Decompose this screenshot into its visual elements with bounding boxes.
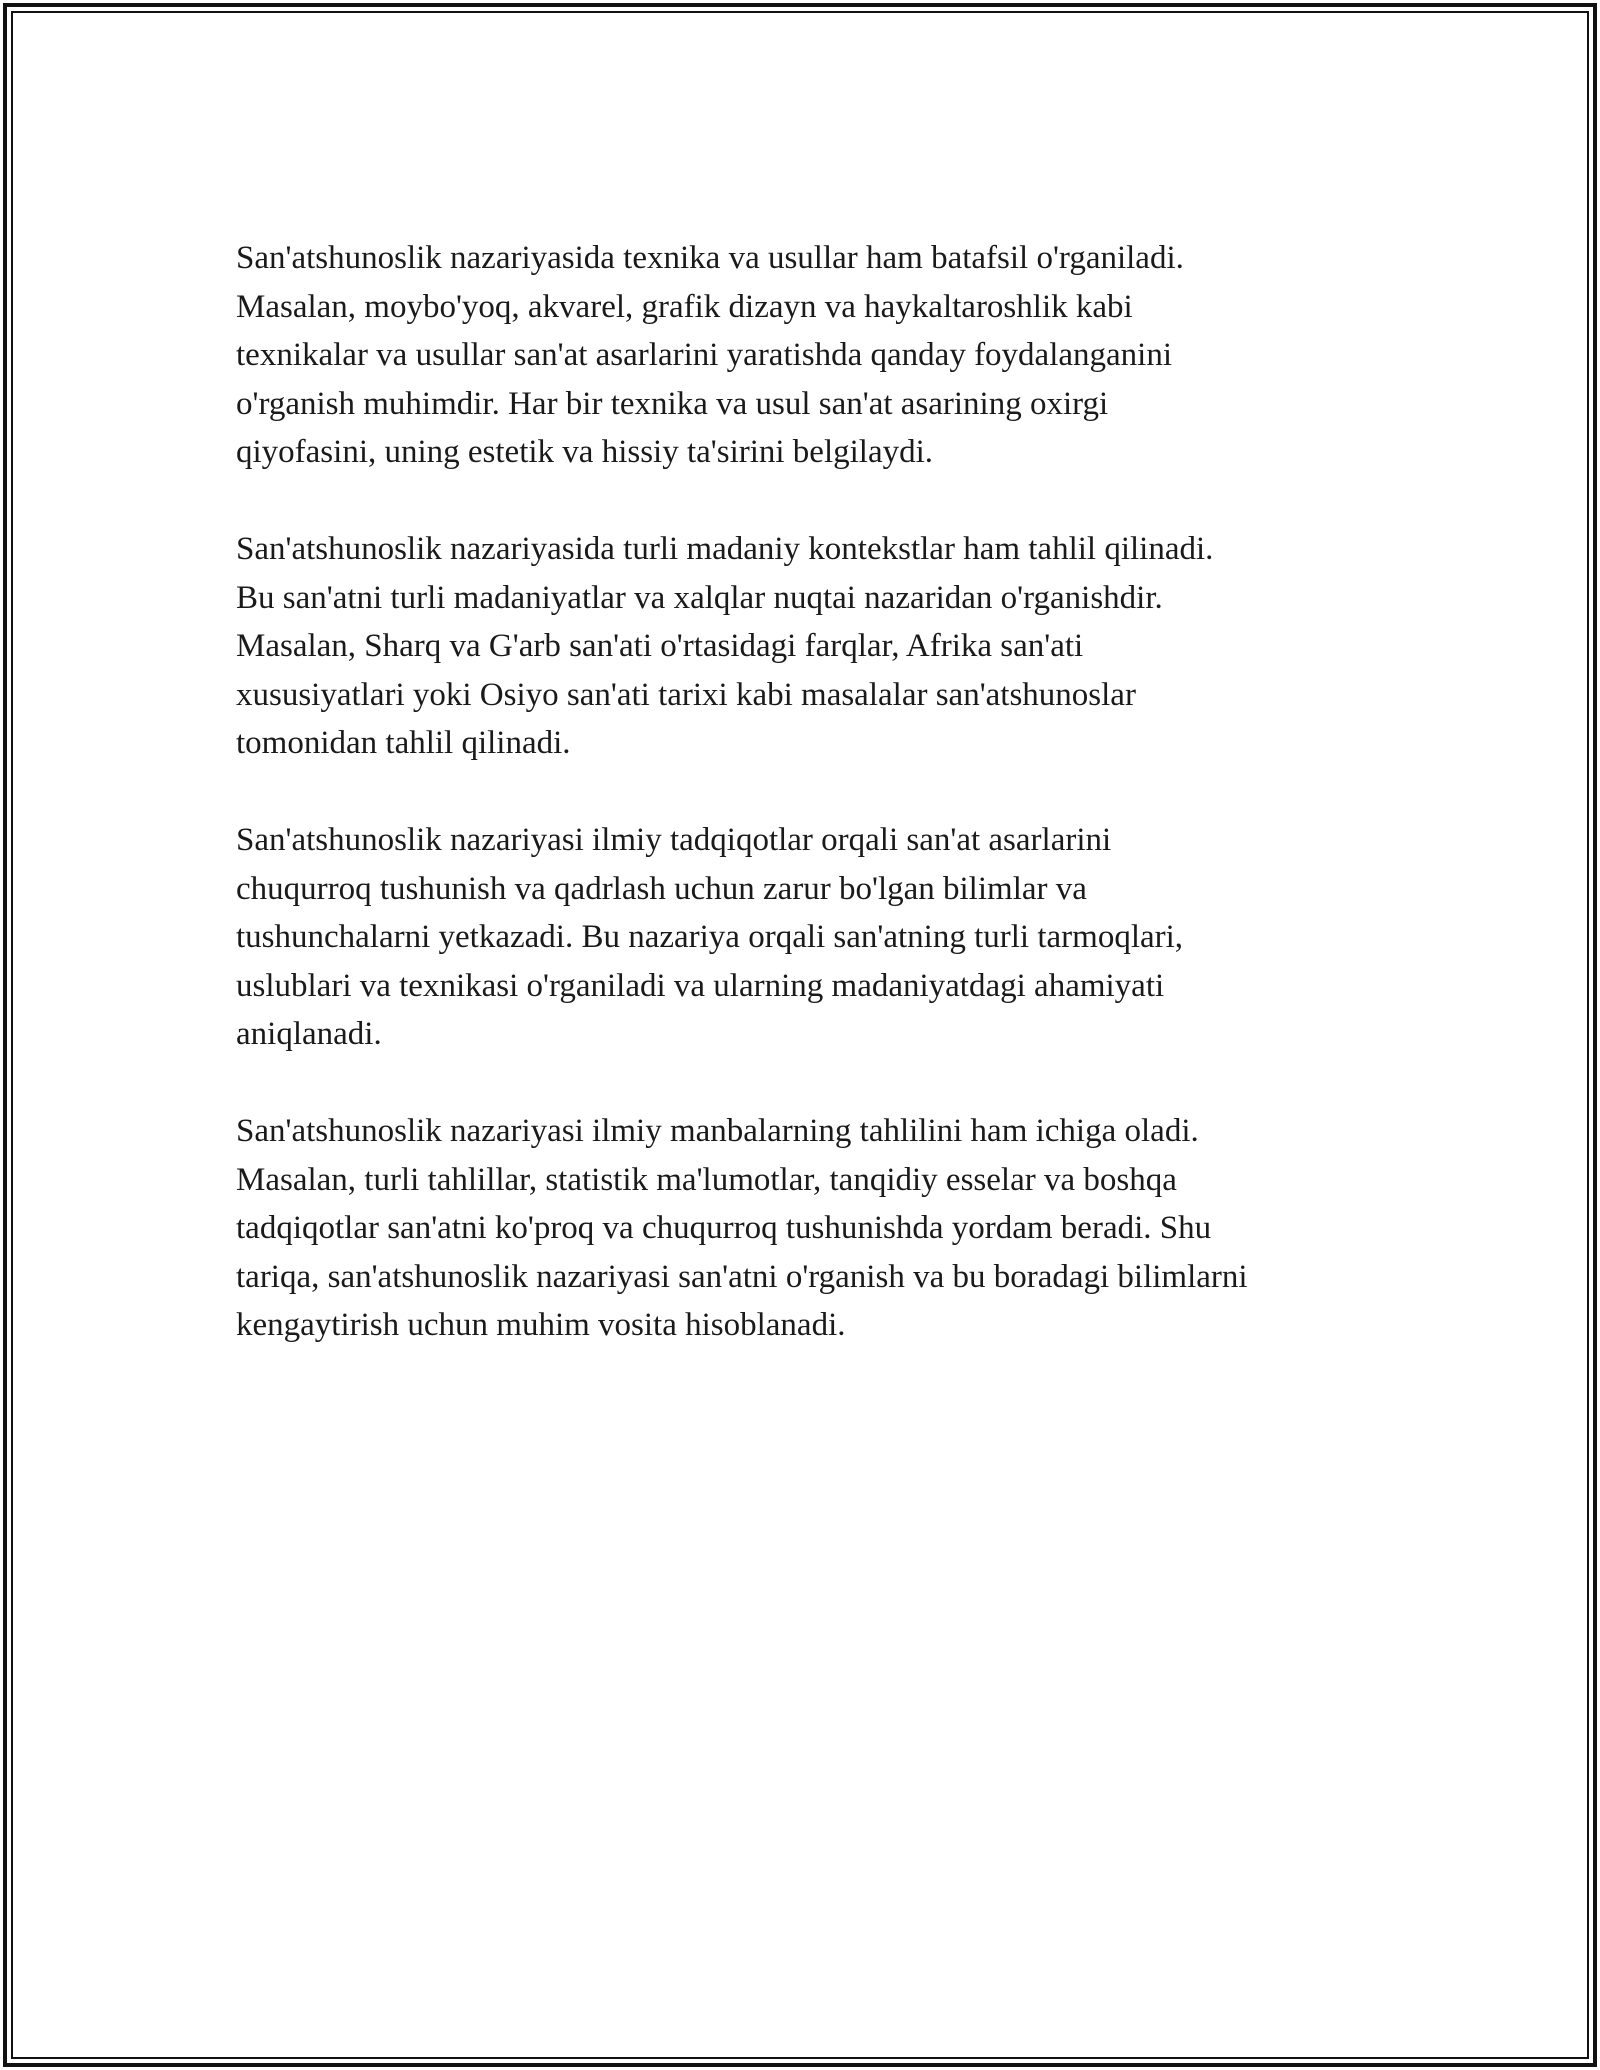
text-line: texnikalar va usullar san'at asarlarini yaratishda qanday foydalanganini — [236, 337, 1173, 373]
text-line: Masalan, Sharq va G'arb san'ati o'rtasidagi farqlar, Afrika san'ati — [236, 628, 1084, 664]
text-line: Masalan, turli tahlillar, statistik ma'lumotlar, tanqidiy esselar va boshqa — [236, 1161, 1177, 1198]
text-line: chuqurroq tushunish va qadrlash uchun zarur bo'lgan bilimlar va — [236, 870, 1087, 907]
document-body — [236, 234, 1376, 1398]
text-line: tariqa, san'atshunoslik nazariyasi san'atni o'rganish va bu boradagi bilimlarni — [236, 1258, 1248, 1295]
text-line: San'atshunoslik nazariyasi ilmiy manbalarning tahlilini ham ichiga oladi. — [236, 1113, 1199, 1149]
text-line: tushunchalarni yetkazadi. Bu nazariya orqali san'atning turli tarmoqlari, — [236, 919, 1184, 955]
text-line: Masalan, moybo'yoq, akvarel, grafik dizayn va haykaltaroshlik kabi — [236, 288, 1133, 325]
paragraph-2 — [236, 525, 1376, 768]
text-line: tadqiqotlar san'atni ko'proq va chuqurroq tushunishda yordam beradi. Shu — [236, 1210, 1212, 1246]
text-line: Bu san'atni turli madaniyatlar va xalqlar nuqtai nazaridan o'rganishdir. — [236, 579, 1163, 616]
text-line: qiyofasini, uning estetik va hissiy ta'sirini belgilaydi. — [236, 434, 934, 470]
text-line: San'atshunoslik nazariyasida texnika va usullar ham batafsil o'rganiladi. — [236, 240, 1184, 276]
text-line: aniqlanadi. — [236, 1016, 382, 1052]
text-line: kengaytirish uchun muhim vosita hisoblanadi. — [236, 1307, 846, 1343]
text-line: uslublari va texnikasi o'rganiladi va ularning madaniyatdagi ahamiyati — [236, 967, 1165, 1004]
text-line: o'rganish muhimdir. Har bir texnika va usul san'at asarining oxirgi — [236, 385, 1109, 422]
text-line: tomonidan tahlil qilinadi. — [236, 725, 571, 761]
text-line: San'atshunoslik nazariyasida turli madaniy kontekstlar ham tahlil qilinadi. — [236, 531, 1214, 567]
paragraph-3 — [236, 816, 1376, 1059]
paragraph-4 — [236, 1107, 1376, 1350]
text-line: xususiyatlari yoki Osiyo san'ati tarixi kabi masalalar san'atshunoslar — [236, 676, 1136, 713]
paragraph-1 — [236, 234, 1376, 477]
text-line: San'atshunoslik nazariyasi ilmiy tadqiqotlar orqali san'at asarlarini — [236, 822, 1112, 858]
